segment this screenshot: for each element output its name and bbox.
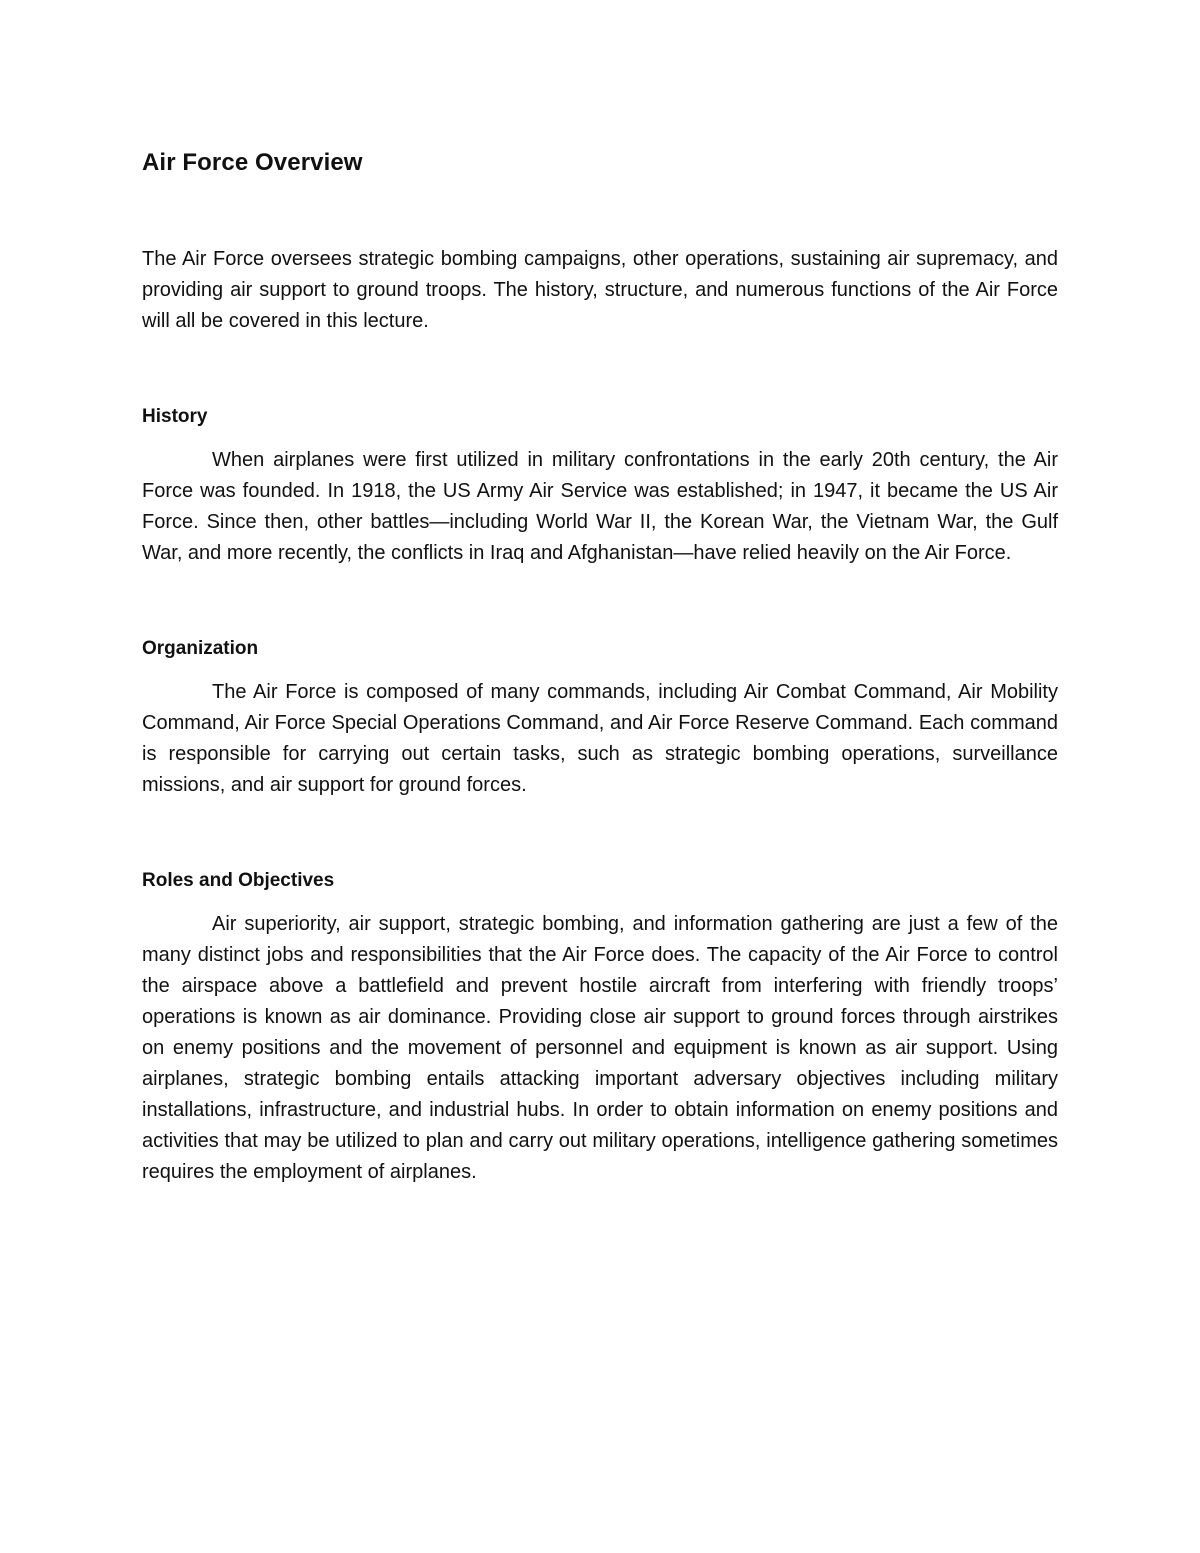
intro-paragraph: The Air Force oversees strategic bombing campaigns, other operations, sustaining air supremacy, and providing air support to ground troops. The history, structure, and numerous functions of the Air Force will all be covered in this lecture.	[142, 248, 1058, 332]
section-heading-roles-objectives: Roles and Objectives	[142, 870, 335, 891]
section-body-roles-objectives: Air superiority, air support, strategic bombing, and information gathering are just a few of the many distinct jobs and responsibilities that the Air Force does. The capacity of the Air Force to control the airspace above a battlefield and prevent hostile aircraft from interfering with friendly troops’ operations is known as air dominance. Providing close air support to ground forces through airstrikes on enemy positions and the movement of personnel and equipment is known as air support. Using airplanes, strategic bombing entails attacking important adversary objectives including military installations, infrastructure, and industrial hubs. In order to obtain information on enemy positions and activities that may be utilized to plan and carry out military operations, intelligence gathering sometimes requires the employment of airplanes.	[142, 913, 1058, 1183]
section-body-organization: The Air Force is composed of many commands, including Air Combat Command, Air Mobility Command, Air Force Special Operations Command, and Air Force Reserve Command. Each command is responsible for carrying out certain tasks, such as strategic bombing operations, surveillance missions, and air support for ground forces.	[142, 681, 1058, 796]
section-body-history: When airplanes were first utilized in military confrontations in the early 20th century, the Air Force was founded. In 1918, the US Army Air Service was established; in 1947, it became the US Air Force. Since then, other battles—including World War II, the Korean War, the Vietnam War, the Gulf War, and more recently, the conflicts in Iraq and Afghanistan—have relied heavily on the Air Force.	[142, 449, 1058, 564]
document-content	[142, 146, 1058, 1188]
section-organization	[142, 635, 1058, 801]
section-history	[142, 403, 1058, 569]
section-heading-organization: Organization	[142, 638, 259, 659]
section-roles-objectives	[142, 867, 1058, 1188]
document-title: Air Force Overview	[142, 149, 363, 176]
section-heading-history: History	[142, 406, 208, 427]
